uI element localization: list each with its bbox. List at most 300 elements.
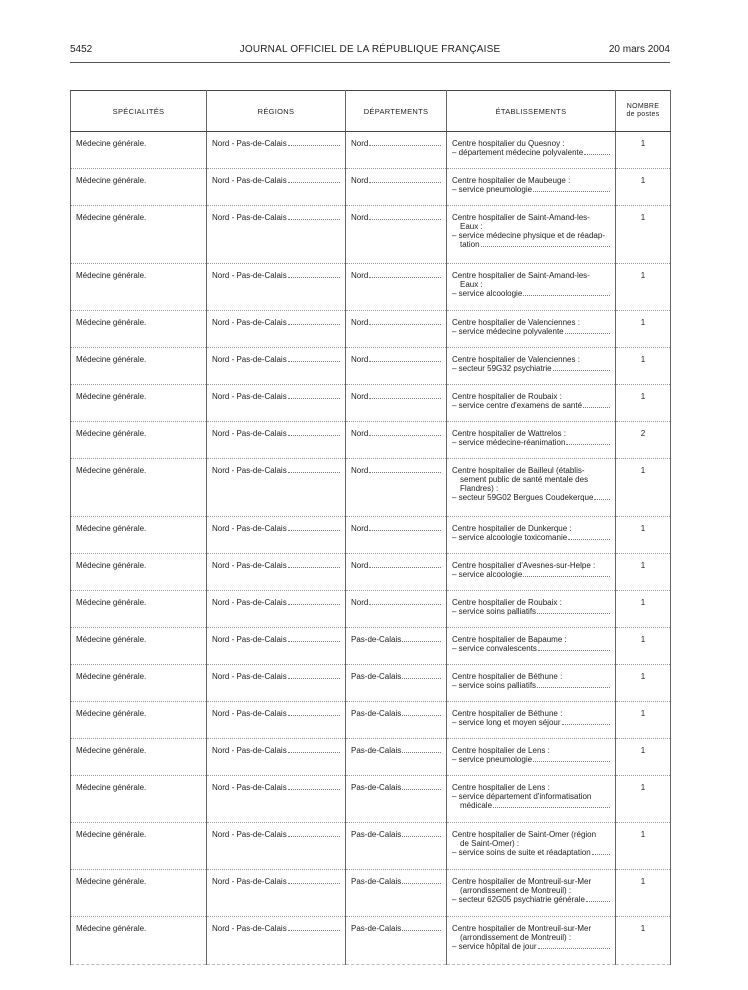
cell-departement <box>346 665 447 702</box>
cell-region-text: Nord - Pas-de-Calais <box>212 672 287 681</box>
cell-departement-text: Pas-de-Calais <box>351 672 402 681</box>
dot-leader <box>288 635 340 642</box>
cell-region-text: Nord - Pas-de-Calais <box>212 598 287 607</box>
cell-etablissement <box>447 206 616 264</box>
cell-nombre-postes: 2 <box>616 422 671 459</box>
cell-etablissement <box>447 385 616 422</box>
etablissement-line <box>452 644 610 653</box>
cell-departement <box>346 628 447 665</box>
cell-etablissement <box>447 702 616 739</box>
header-rule <box>70 62 670 63</box>
cell-specialite: Médecine générale. <box>71 702 207 739</box>
cell-departement-text: Nord <box>351 355 369 364</box>
dot-leader <box>402 877 441 884</box>
cell-region <box>207 591 346 628</box>
etablissement-line: Centre hospitalier d'Avesnes-sur-Helpe : <box>452 561 596 570</box>
table-row <box>71 628 671 665</box>
dot-leader <box>369 392 441 399</box>
dot-leader <box>288 355 340 362</box>
cell-specialite: Médecine générale. <box>71 665 207 702</box>
cell-departement <box>346 459 447 517</box>
cell-departement <box>346 422 447 459</box>
cell-departement-text: Pas-de-Calais <box>351 635 402 644</box>
cell-departement-text: Pas-de-Calais <box>351 746 402 755</box>
cell-etablissement <box>447 517 616 554</box>
cell-region <box>207 459 346 517</box>
cell-departement-text: Nord <box>351 213 369 222</box>
cell-etablissement <box>447 917 616 965</box>
cell-nombre-postes: 1 <box>616 517 671 554</box>
cell-departement-text: Nord <box>351 429 369 438</box>
dot-leader <box>402 783 441 790</box>
cell-region-text: Nord - Pas-de-Calais <box>212 746 287 755</box>
cell-etablissement <box>447 665 616 702</box>
cell-region <box>207 554 346 591</box>
dot-leader <box>288 672 340 679</box>
cell-etablissement <box>447 591 616 628</box>
etablissement-line: – service département d'informatisation <box>452 792 592 801</box>
etablissement-line <box>452 289 610 298</box>
dot-leader <box>533 185 610 192</box>
dot-leader <box>288 429 340 436</box>
etablissement-line <box>452 718 610 727</box>
dot-leader <box>288 561 340 568</box>
etablissement-line: (arrondissement de Montreuil) : <box>460 933 572 942</box>
dot-leader <box>583 401 610 408</box>
etablissement-line: Centre hospitalier de Saint-Amand-les- <box>452 271 590 280</box>
table-row <box>71 591 671 628</box>
cell-region-text: Nord - Pas-de-Calais <box>212 466 287 475</box>
cell-departement <box>346 776 447 823</box>
cell-etablissement <box>447 823 616 870</box>
dot-leader <box>288 466 340 473</box>
table-row <box>71 870 671 917</box>
etablissement-line-text: – service médecine polyvalente <box>452 327 564 336</box>
etablissement-line: Centre hospitalier de Lens : <box>452 746 550 755</box>
etablissement-line-text: – secteur 59G02 Bergues Coudekerque <box>452 493 594 502</box>
col-header-etablissements: ÉTABLISSEMENTS <box>447 91 616 132</box>
col-header-nombre-line2: de postes <box>626 111 660 118</box>
etablissement-line <box>452 942 610 951</box>
dot-leader <box>369 466 441 473</box>
cell-departement-text: Pas-de-Calais <box>351 877 402 886</box>
cell-etablissement <box>447 132 616 169</box>
dot-leader <box>369 355 441 362</box>
etablissement-line: Centre hospitalier de Montreuil-sur-Mer <box>452 924 592 933</box>
cell-etablissement <box>447 870 616 917</box>
etablissement-line <box>452 148 610 157</box>
dot-leader <box>481 240 610 247</box>
etablissement-line-text: – secteur 59G32 psychiatrie <box>452 364 552 373</box>
dot-leader <box>288 139 340 146</box>
dot-leader <box>369 429 441 436</box>
dot-leader <box>523 570 610 577</box>
etablissement-line: Centre hospitalier de Wattrelos : <box>452 429 566 438</box>
dot-leader <box>288 392 340 399</box>
etablissement-line-text: – service alcoologie toxicomanie <box>452 533 568 542</box>
table-row <box>71 823 671 870</box>
cell-region <box>207 132 346 169</box>
etablissement-line-text: – service convalescents <box>452 644 537 653</box>
cell-region <box>207 385 346 422</box>
dot-leader <box>592 848 610 855</box>
cell-etablissement <box>447 348 616 385</box>
cell-departement-text: Pas-de-Calais <box>351 830 402 839</box>
cell-region <box>207 702 346 739</box>
table-row <box>71 459 671 517</box>
cell-region <box>207 517 346 554</box>
cell-nombre-postes: 1 <box>616 776 671 823</box>
dot-leader <box>369 139 441 146</box>
etablissement-line <box>452 493 610 502</box>
cell-nombre-postes: 1 <box>616 739 671 776</box>
col-header-nombre-postes <box>616 91 671 132</box>
etablissement-line: Centre hospitalier de Valenciennes : <box>452 318 580 327</box>
etablissement-line <box>452 801 610 810</box>
cell-etablissement <box>447 169 616 206</box>
cell-nombre-postes: 1 <box>616 459 671 517</box>
dot-leader <box>369 176 441 183</box>
cell-departement <box>346 348 447 385</box>
etablissement-line <box>452 364 610 373</box>
journal-title: JOURNAL OFFICIEL DE LA RÉPUBLIQUE FRANÇAISE <box>239 44 501 55</box>
etablissement-line-text: – service pneumologie <box>452 755 533 764</box>
etablissement-line: Flandres) : <box>460 484 499 493</box>
cell-nombre-postes: 1 <box>616 206 671 264</box>
cell-specialite: Médecine générale. <box>71 422 207 459</box>
etablissement-line <box>452 240 610 249</box>
dot-leader <box>493 801 610 808</box>
cell-specialite: Médecine générale. <box>71 870 207 917</box>
dot-leader <box>553 364 610 371</box>
etablissement-line: sement public de santé mentale des <box>460 475 589 484</box>
cell-region-text: Nord - Pas-de-Calais <box>212 355 287 364</box>
cell-specialite: Médecine générale. <box>71 385 207 422</box>
table-row <box>71 422 671 459</box>
cell-specialite: Médecine générale. <box>71 206 207 264</box>
cell-specialite: Médecine générale. <box>71 459 207 517</box>
etablissement-line: Centre hospitalier de Saint-Amand-les- <box>452 213 590 222</box>
etablissement-line <box>452 681 610 690</box>
cell-departement <box>346 917 447 965</box>
etablissement-line: de Saint-Omer) : <box>460 839 520 848</box>
etablissement-line-text: – service soins palliatifs <box>452 681 537 690</box>
etablissement-line: Centre hospitalier de Béthune : <box>452 672 563 681</box>
dot-leader <box>533 755 610 762</box>
etablissement-line-text: médicale <box>460 801 493 810</box>
dot-leader <box>565 327 610 334</box>
cell-nombre-postes: 1 <box>616 591 671 628</box>
etablissement-line: Centre hospitalier de Lens : <box>452 783 550 792</box>
dot-leader <box>584 148 610 155</box>
col-header-regions: RÉGIONS <box>207 91 346 132</box>
page-header <box>70 44 670 58</box>
cell-region-text: Nord - Pas-de-Calais <box>212 318 287 327</box>
table-row <box>71 348 671 385</box>
etablissement-line: Centre hospitalier de Béthune : <box>452 709 563 718</box>
cell-specialite: Médecine générale. <box>71 169 207 206</box>
col-header-nombre-line1: NOMBRE <box>626 103 660 110</box>
cell-region-text: Nord - Pas-de-Calais <box>212 524 287 533</box>
etablissement-line: Centre hospitalier de Saint-Omer (région <box>452 830 597 839</box>
table-row <box>71 554 671 591</box>
etablissement-line <box>452 438 610 447</box>
cell-etablissement <box>447 628 616 665</box>
etablissement-line <box>452 755 610 764</box>
etablissement-line <box>452 895 610 904</box>
cell-region-text: Nord - Pas-de-Calais <box>212 924 287 933</box>
cell-departement-text: Nord <box>351 176 369 185</box>
dot-leader <box>537 681 610 688</box>
dot-leader <box>288 830 340 837</box>
issue-date: 20 mars 2004 <box>608 44 670 55</box>
dot-leader <box>369 318 441 325</box>
cell-departement-text: Pas-de-Calais <box>351 783 402 792</box>
cell-etablissement <box>447 554 616 591</box>
cell-nombre-postes: 1 <box>616 348 671 385</box>
cell-nombre-postes: 1 <box>616 870 671 917</box>
cell-nombre-postes: 1 <box>616 385 671 422</box>
etablissement-line: Centre hospitalier du Quesnoy : <box>452 139 565 148</box>
etablissement-line: Eaux : <box>460 280 483 289</box>
table-row <box>71 739 671 776</box>
dot-leader <box>288 924 340 931</box>
dot-leader <box>402 672 441 679</box>
etablissement-line <box>452 848 610 857</box>
etablissement-line-text: – service hôpital de jour <box>452 942 537 951</box>
dot-leader <box>288 213 340 220</box>
cell-region-text: Nord - Pas-de-Calais <box>212 213 287 222</box>
etablissement-line-text: – service médecine-réanimation <box>452 438 566 447</box>
cell-departement-text: Pas-de-Calais <box>351 709 402 718</box>
cell-departement-text: Pas-de-Calais <box>351 924 402 933</box>
cell-etablissement <box>447 459 616 517</box>
cell-specialite: Médecine générale. <box>71 917 207 965</box>
etablissement-line-text: – service centre d'examens de santé <box>452 401 583 410</box>
cell-nombre-postes: 1 <box>616 665 671 702</box>
etablissement-line-text: – service soins palliatifs <box>452 607 537 616</box>
cell-specialite: Médecine générale. <box>71 132 207 169</box>
cell-specialite: Médecine générale. <box>71 823 207 870</box>
cell-etablissement <box>447 422 616 459</box>
cell-nombre-postes: 1 <box>616 628 671 665</box>
cell-region <box>207 169 346 206</box>
cell-nombre-postes: 1 <box>616 132 671 169</box>
cell-nombre-postes: 1 <box>616 311 671 348</box>
etablissement-line <box>452 570 610 579</box>
table-row <box>71 206 671 264</box>
col-header-departements: DÉPARTEMENTS <box>346 91 447 132</box>
dot-leader <box>369 213 441 220</box>
etablissement-line: Centre hospitalier de Valenciennes : <box>452 355 580 364</box>
dot-leader <box>538 644 610 651</box>
cell-region <box>207 422 346 459</box>
etablissement-line-text: – département médecine polyvalente <box>452 148 584 157</box>
table-header-row <box>71 91 671 132</box>
dot-leader <box>288 877 340 884</box>
etablissement-line: Centre hospitalier de Bapaume : <box>452 635 567 644</box>
dot-leader <box>402 746 441 753</box>
etablissement-line: Centre hospitalier de Roubaix : <box>452 598 562 607</box>
cell-region <box>207 264 346 311</box>
cell-departement-text: Nord <box>351 561 369 570</box>
table-row <box>71 311 671 348</box>
cell-region-text: Nord - Pas-de-Calais <box>212 176 287 185</box>
dot-leader <box>288 176 340 183</box>
dot-leader <box>288 271 340 278</box>
cell-nombre-postes: 1 <box>616 264 671 311</box>
cell-nombre-postes: 1 <box>616 917 671 965</box>
dot-leader <box>288 318 340 325</box>
etablissement-line <box>452 533 610 542</box>
cell-region-text: Nord - Pas-de-Calais <box>212 139 287 148</box>
cell-departement-text: Nord <box>351 524 369 533</box>
table-row <box>71 702 671 739</box>
etablissement-line: Centre hospitalier de Montreuil-sur-Mer <box>452 877 592 886</box>
cell-departement <box>346 702 447 739</box>
etablissement-line-text: – service long et moyen séjour <box>452 718 561 727</box>
cell-departement-text: Nord <box>351 392 369 401</box>
cell-specialite: Médecine générale. <box>71 311 207 348</box>
etablissement-line: Centre hospitalier de Bailleul (établis- <box>452 466 585 475</box>
cell-region-text: Nord - Pas-de-Calais <box>212 877 287 886</box>
cell-region-text: Nord - Pas-de-Calais <box>212 783 287 792</box>
etablissement-line: Centre hospitalier de Roubaix : <box>452 392 562 401</box>
cell-specialite: Médecine générale. <box>71 739 207 776</box>
dot-leader <box>402 830 441 837</box>
table-row <box>71 132 671 169</box>
dot-leader <box>369 598 441 605</box>
cell-departement <box>346 870 447 917</box>
cell-departement-text: Nord <box>351 598 369 607</box>
cell-region <box>207 348 346 385</box>
cell-specialite: Médecine générale. <box>71 591 207 628</box>
cell-region <box>207 870 346 917</box>
etablissement-line-text: – service pneumologie <box>452 185 533 194</box>
cell-region <box>207 311 346 348</box>
dot-leader <box>586 895 610 902</box>
cell-specialite: Médecine générale. <box>71 628 207 665</box>
cell-specialite: Médecine générale. <box>71 554 207 591</box>
cell-etablissement <box>447 739 616 776</box>
cell-departement <box>346 823 447 870</box>
etablissement-line-text: tation <box>460 240 480 249</box>
dot-leader <box>288 524 340 531</box>
cell-etablissement <box>447 776 616 823</box>
cell-region-text: Nord - Pas-de-Calais <box>212 429 287 438</box>
dot-leader <box>288 783 340 790</box>
cell-specialite: Médecine générale. <box>71 776 207 823</box>
cell-region <box>207 917 346 965</box>
cell-departement <box>346 517 447 554</box>
dot-leader <box>288 598 340 605</box>
etablissement-line <box>452 327 610 336</box>
cell-nombre-postes: 1 <box>616 702 671 739</box>
etablissement-line-text: – service alcoologie <box>452 289 523 298</box>
dot-leader <box>568 533 610 540</box>
etablissement-line <box>452 401 610 410</box>
cell-departement-text: Nord <box>351 139 369 148</box>
dot-leader <box>369 271 441 278</box>
cell-departement-text: Nord <box>351 318 369 327</box>
etablissement-line: Centre hospitalier de Dunkerque : <box>452 524 572 533</box>
page-number: 5452 <box>70 44 93 55</box>
cell-etablissement <box>447 264 616 311</box>
cell-departement <box>346 554 447 591</box>
cell-region <box>207 206 346 264</box>
cell-region-text: Nord - Pas-de-Calais <box>212 561 287 570</box>
table-row <box>71 917 671 965</box>
etablissement-line: Eaux : <box>460 222 483 231</box>
dot-leader <box>288 709 340 716</box>
dot-leader <box>402 635 441 642</box>
cell-region-text: Nord - Pas-de-Calais <box>212 271 287 280</box>
posts-table <box>70 90 671 965</box>
etablissement-line: Centre hospitalier de Maubeuge : <box>452 176 571 185</box>
dot-leader <box>594 493 610 500</box>
dot-leader <box>566 438 610 445</box>
etablissement-line-text: – service alcoologie <box>452 570 523 579</box>
cell-departement <box>346 132 447 169</box>
cell-region-text: Nord - Pas-de-Calais <box>212 392 287 401</box>
etablissement-line: – service médecine physique et de réadap- <box>452 231 605 240</box>
cell-nombre-postes: 1 <box>616 554 671 591</box>
etablissement-line-text: – service soins de suite et réadaptation <box>452 848 591 857</box>
cell-departement <box>346 169 447 206</box>
table-row <box>71 517 671 554</box>
table-row <box>71 264 671 311</box>
cell-departement <box>346 385 447 422</box>
cell-region <box>207 665 346 702</box>
cell-departement <box>346 206 447 264</box>
dot-leader <box>288 746 340 753</box>
dot-leader <box>369 524 441 531</box>
cell-specialite: Médecine générale. <box>71 517 207 554</box>
cell-region-text: Nord - Pas-de-Calais <box>212 635 287 644</box>
dot-leader <box>402 924 441 931</box>
cell-region <box>207 823 346 870</box>
cell-region-text: Nord - Pas-de-Calais <box>212 709 287 718</box>
table-row <box>71 665 671 702</box>
etablissement-line <box>452 185 610 194</box>
dot-leader <box>369 561 441 568</box>
dot-leader <box>562 718 611 725</box>
cell-departement <box>346 739 447 776</box>
etablissement-line <box>452 607 610 616</box>
col-header-specialites: SPÉCIALITÉS <box>71 91 207 132</box>
cell-nombre-postes: 1 <box>616 823 671 870</box>
etablissement-line-text: – secteur 62G05 psychiatrie générale <box>452 895 585 904</box>
cell-departement <box>346 311 447 348</box>
cell-region <box>207 776 346 823</box>
table-row <box>71 169 671 206</box>
dot-leader <box>402 709 441 716</box>
cell-specialite: Médecine générale. <box>71 264 207 311</box>
cell-nombre-postes: 1 <box>616 169 671 206</box>
cell-departement-text: Nord <box>351 271 369 280</box>
table-row <box>71 776 671 823</box>
cell-departement <box>346 264 447 311</box>
cell-specialite: Médecine générale. <box>71 348 207 385</box>
table-row <box>71 385 671 422</box>
cell-etablissement <box>447 311 616 348</box>
dot-leader <box>538 942 611 949</box>
cell-departement-text: Nord <box>351 466 369 475</box>
cell-region <box>207 739 346 776</box>
dot-leader <box>537 607 610 614</box>
cell-departement <box>346 591 447 628</box>
etablissement-line: (arrondissement de Montreuil) : <box>460 886 572 895</box>
